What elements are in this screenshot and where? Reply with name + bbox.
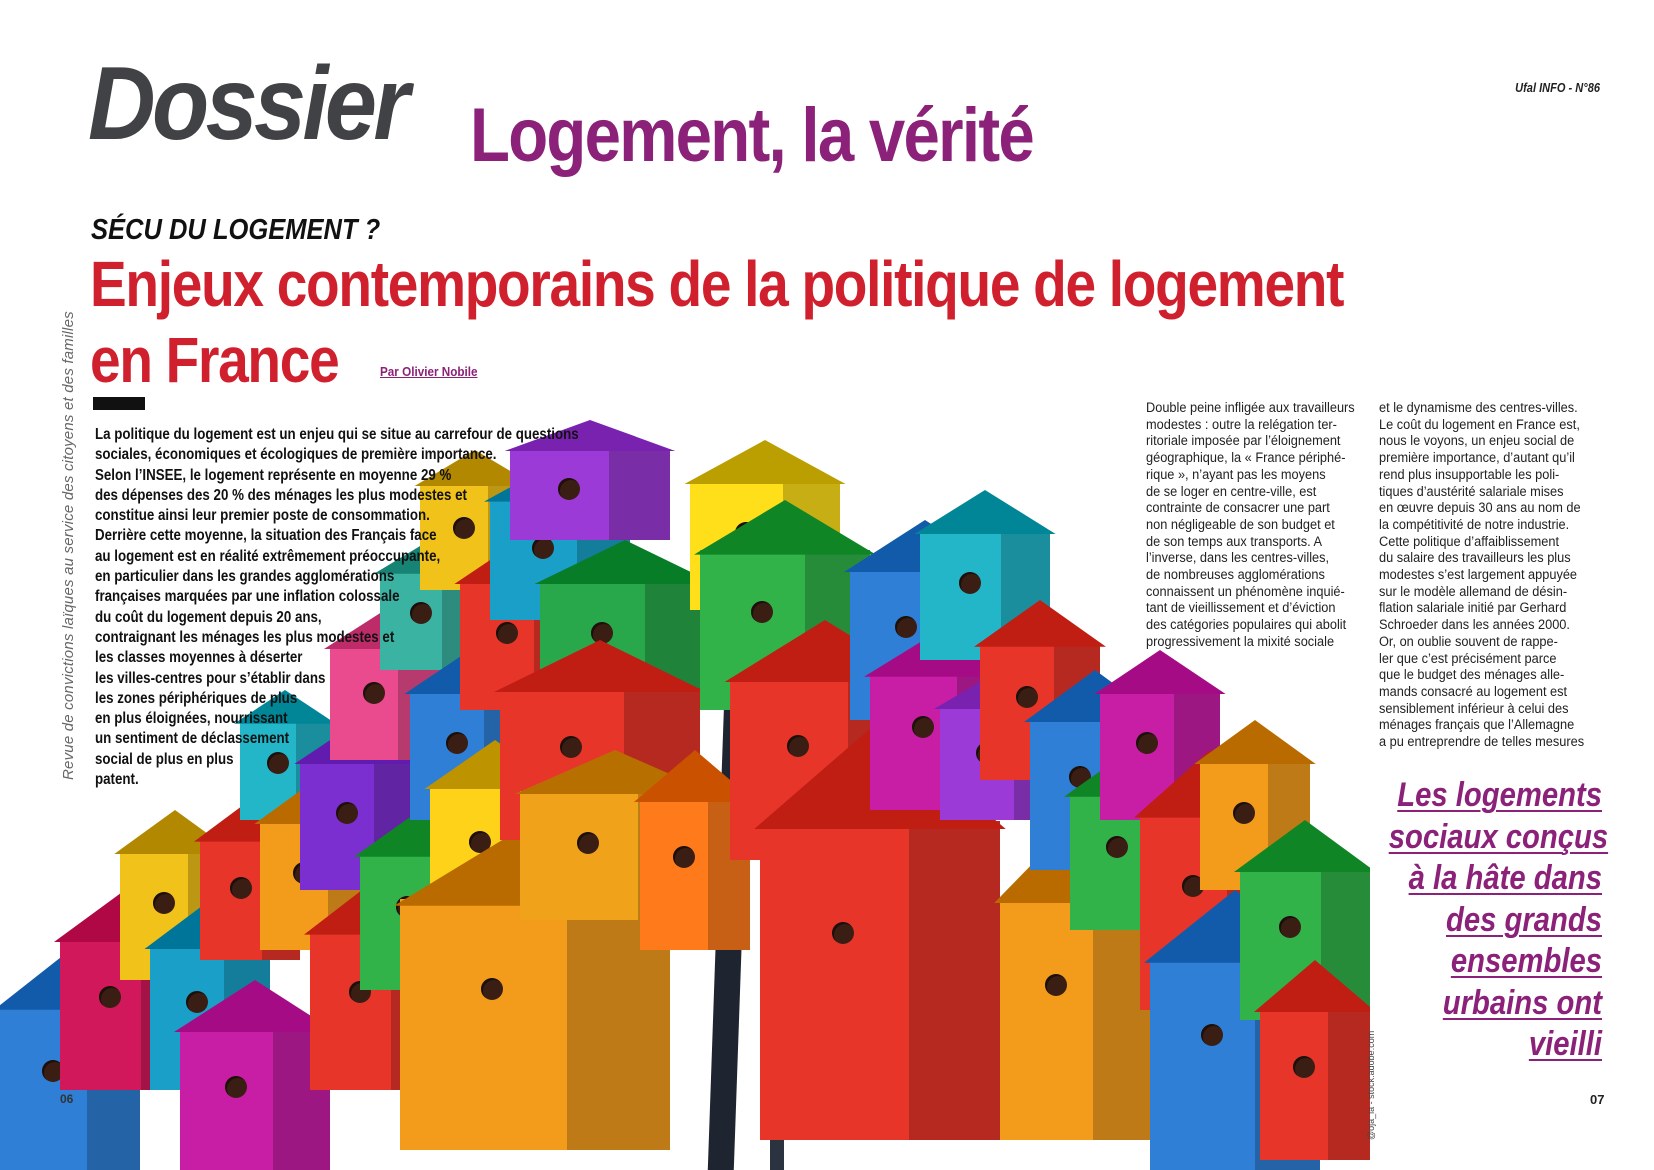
lead-line: sociales, économiques et écologiques de première importance. xyxy=(95,446,497,464)
lead-line: les classes moyennes à déserter xyxy=(95,649,303,667)
birdhouse xyxy=(180,980,330,1170)
lead-line: contraignant les ménages les plus modestes et xyxy=(95,628,395,646)
body-line: en œuvre depuis 30 ans au nom de xyxy=(1379,500,1581,517)
lead-line: des dépenses des 20 % des ménages les plus modestes et xyxy=(95,486,467,504)
lead-line: patent. xyxy=(95,771,139,789)
body-line: Double peine infligée aux travailleurs xyxy=(1146,400,1355,416)
body-line: modestes : outre la relégation ter- xyxy=(1146,416,1337,433)
body-line: du salaire des travailleurs les plus xyxy=(1379,550,1571,567)
pull-quote-line: à la hâte dans xyxy=(1408,859,1602,897)
pull-quote-line: des grands xyxy=(1446,900,1602,939)
body-line: nous le voyons, un enjeu social de xyxy=(1379,433,1575,450)
lead-line: en plus éloignées, nourrissant xyxy=(95,710,288,728)
body-line: géographique, la « France périphé- xyxy=(1146,450,1346,467)
lead-line: du coût du logement depuis 20 ans, xyxy=(95,608,322,626)
body-line: première importance, d’autant qu’il xyxy=(1379,450,1575,467)
body-line: la compétitivité de notre industrie. xyxy=(1379,516,1570,533)
pull-quote-line: sociaux conçus xyxy=(1388,817,1609,856)
body-line: ménages français que l’Allemagne xyxy=(1379,717,1575,734)
photo-credit: @oja_ia - stock.adobe.com xyxy=(1366,1030,1376,1140)
body-line: sensiblement inférieur à celui des xyxy=(1379,700,1569,717)
section-subtitle: Logement, la vérité xyxy=(470,93,1034,178)
body-line: l’inverse, dans les centres-villes, xyxy=(1146,550,1330,567)
lead-line: au logement est en réalité extrêmement préoccupante, xyxy=(95,547,441,565)
decorative-bar xyxy=(93,397,145,410)
body-line: ler que c’est précisément parce xyxy=(1379,650,1557,667)
page-number-right: 07 xyxy=(1590,1092,1605,1107)
body-line: de nombreuses agglomérations xyxy=(1146,567,1325,584)
lead-line: La politique du logement est un enjeu qui se situe au carrefour de questions xyxy=(95,426,579,443)
vertical-tagline: Revue de convictions laïques au service des citoyens et des familles xyxy=(60,311,77,780)
author-byline[interactable]: Par Olivier Nobile xyxy=(380,364,478,379)
article-headline-line1: Enjeux contemporains de la politique de logement xyxy=(90,248,1344,320)
body-line: non négligeable de son budget et xyxy=(1146,516,1335,533)
lead-line: en particulier dans les grandes agglomérations xyxy=(95,568,395,586)
body-line: contrainte de consacrer une part xyxy=(1146,500,1330,517)
body-line: tant de vieillissement et d’éviction xyxy=(1146,600,1336,617)
body-line: mands consacré au logement est xyxy=(1379,683,1568,700)
lead-paragraph xyxy=(95,425,615,790)
body-line: des catégories populaires qui abolit xyxy=(1146,617,1347,634)
pull-quote-line: Les logements xyxy=(1397,776,1602,814)
body-line: et le dynamisme des centres-villes. xyxy=(1379,400,1578,416)
lead-line: social de plus en plus xyxy=(95,750,234,768)
body-line: rend plus insupportable les poli- xyxy=(1379,466,1560,483)
section-title: Dossier xyxy=(88,46,407,162)
body-line: ritoriale imposée par l’éloignement xyxy=(1146,433,1341,450)
body-line: que le budget des ménages alle- xyxy=(1379,667,1565,684)
body-line: connaissent un phénomène inquié- xyxy=(1146,583,1345,600)
body-line: de se loger en centre-ville, est xyxy=(1146,483,1317,500)
body-line: de son temps aux transports. A xyxy=(1146,533,1323,550)
pull-quote-line: vieilli xyxy=(1528,1025,1602,1063)
body-column-1 xyxy=(1146,400,1366,651)
body-line: progressivement la mixité sociale xyxy=(1146,633,1335,650)
issue-label: Ufal INFO - N°86 xyxy=(1515,80,1600,95)
body-line: Le coût du logement en France est, xyxy=(1379,416,1580,433)
body-line: Schroeder dans les années 2000. xyxy=(1379,617,1570,634)
article-headline-line2: en France xyxy=(90,324,339,396)
body-column-2 xyxy=(1379,400,1599,751)
article-kicker: SÉCU DU LOGEMENT ? xyxy=(91,214,381,246)
body-line: Cette politique d’affaiblissement xyxy=(1379,533,1560,550)
pull-quote-line: ensembles xyxy=(1450,942,1602,980)
body-line: modestes s’est largement appuyée xyxy=(1379,567,1578,584)
pull-quote xyxy=(1354,775,1609,1066)
page-number-left: 06 xyxy=(60,1092,74,1106)
body-line: Or, on oublie souvent de rappe- xyxy=(1379,633,1558,650)
lead-line: les zones périphériques de plus xyxy=(95,689,298,707)
body-line: flation salariale initié par Gerhard xyxy=(1379,600,1567,617)
lead-line: un sentiment de déclassement xyxy=(95,730,290,748)
lead-line: Selon l’INSEE, le logement représente en moyenne 29 % xyxy=(95,466,452,484)
body-line: rique », n’ayant pas les moyens xyxy=(1146,466,1326,483)
body-line: a pu entreprendre de telles mesures xyxy=(1379,734,1585,751)
body-line: tiques d’austérité salariale mises xyxy=(1379,483,1564,500)
lead-line: françaises marquées par une inflation colossale xyxy=(95,588,400,606)
pull-quote-line: urbains ont xyxy=(1442,983,1602,1022)
lead-line: Derrière cette moyenne, la situation des Français face xyxy=(95,527,437,545)
lead-line: les villes-centres pour s’établir dans xyxy=(95,669,326,687)
lead-line: constitue ainsi leur premier poste de consommation. xyxy=(95,507,430,525)
body-line: sur le modèle allemand de désin- xyxy=(1379,583,1568,600)
